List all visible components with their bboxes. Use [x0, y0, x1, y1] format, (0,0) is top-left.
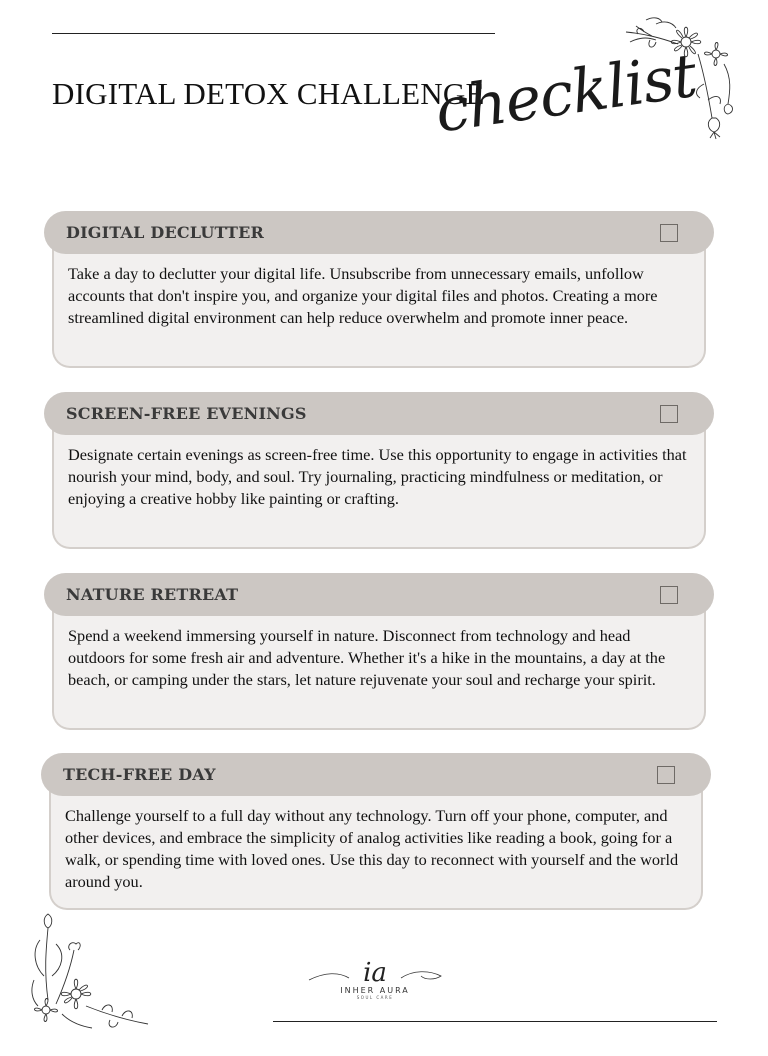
checklist-item-header [44, 211, 714, 254]
checklist-item-digital-declutter [44, 211, 714, 368]
top-divider [52, 33, 495, 34]
checklist-item-label: TECH-FREE DAY [63, 765, 216, 784]
checklist-item-label: DIGITAL DECLUTTER [66, 223, 265, 242]
floral-corner-top-right-icon [616, 14, 746, 144]
checklist-item-header [44, 392, 714, 435]
page-title: DIGITAL DETOX CHALLENGE [52, 76, 485, 111]
checkbox[interactable] [660, 224, 678, 242]
checklist-item-description: Challenge yourself to a full day without any technology. Turn off your phone, computer, and other devices, and embrace the simplicity of analog activities like reading a book, going for a walk, or spending time with loved ones. Use this day to reconnect with yourself and the world around you. [49, 777, 703, 910]
logo-monogram: ia [363, 958, 387, 988]
checkbox[interactable] [657, 766, 675, 784]
checklist-item-label: SCREEN-FREE EVENINGS [66, 404, 307, 423]
logo-flourish-icon [305, 964, 445, 986]
logo-tagline: SOUL CARE [356, 995, 394, 1000]
brand-logo [305, 960, 445, 1010]
checklist-item-label: NATURE RETREAT [66, 585, 239, 604]
checklist-item-description: Spend a weekend immersing yourself in nature. Disconnect from technology and head outdoors for some fresh air and adventure. Whether it's a hike in the mountains, a day at the beach, or camping under the stars, let nature rejuvenate your soul and recharge your spirit. [52, 597, 706, 730]
checkbox[interactable] [660, 586, 678, 604]
checklist-script-heading: checklist [431, 40, 701, 147]
checklist-item-screen-free-evenings [44, 392, 714, 549]
checkbox[interactable] [660, 405, 678, 423]
checklist-item-tech-free-day [41, 753, 711, 910]
checklist-item-nature-retreat [44, 573, 714, 730]
checklist-item-header [41, 753, 711, 796]
logo-brand-name: INHER AURA [340, 986, 410, 995]
checklist-item-header [44, 573, 714, 616]
checklist-item-description: Take a day to declutter your digital life. Unsubscribe from unnecessary emails, unfollow accounts that don't inspire you, and organize your digital files and photos. Creating a more streamlined digital environment can help reduce overwhelm and promote inner peace. [52, 235, 706, 368]
floral-corner-bottom-left-icon [26, 910, 156, 1035]
bottom-divider [273, 1021, 717, 1022]
checklist-item-description: Designate certain evenings as screen-free time. Use this opportunity to engage in activities that nourish your mind, body, and soul. Try journaling, practicing mindfulness or meditation, or enjoying a creative hobby like painting or crafting. [52, 416, 706, 549]
